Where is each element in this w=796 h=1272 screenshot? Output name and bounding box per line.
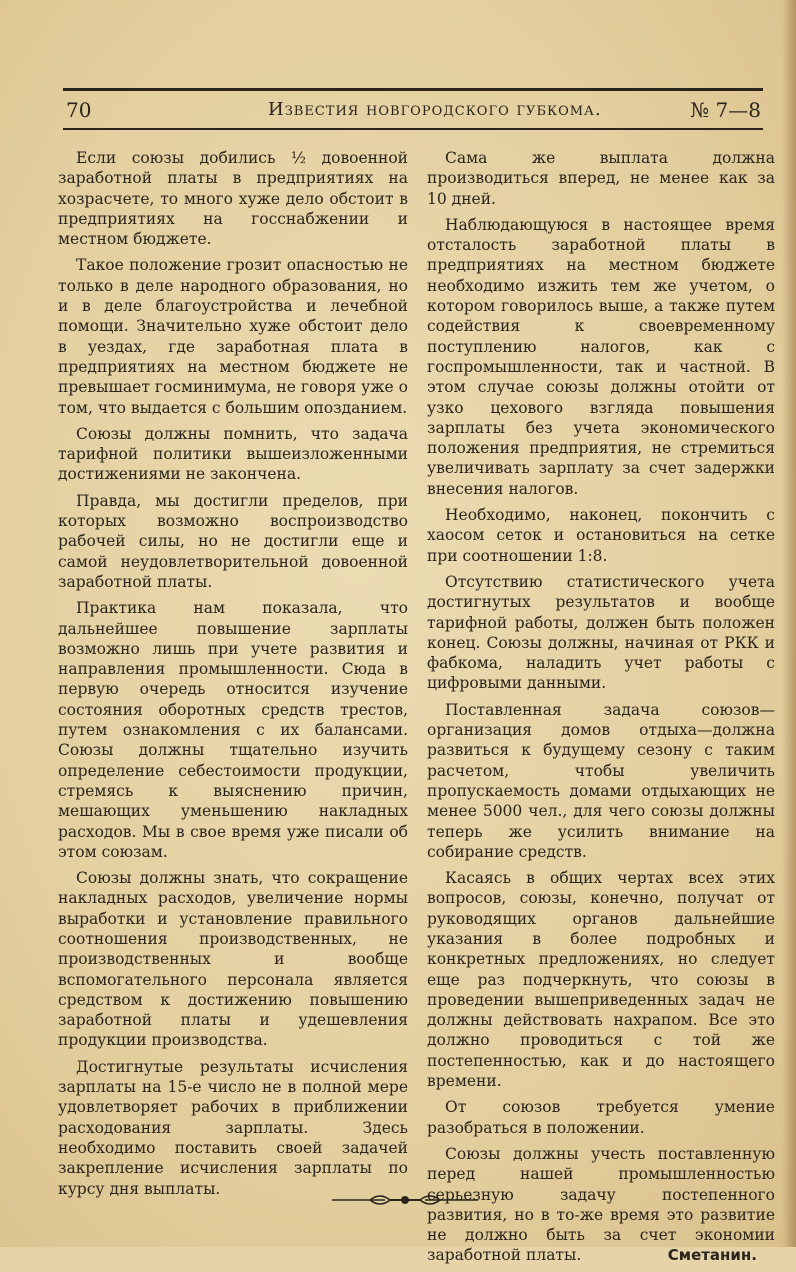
paragraph: Такое положение грозит опасностью не только в деле народного образования, но и в деле благоустройства и лечебной помощи. Значительно хуже обстоит дело в уездах, где заработная плата в предприятиях на местном бюджете не превышает госминимума, не говоря уже о том, что выдается с большим опозданием. xyxy=(58,256,408,417)
header-rule-bottom xyxy=(63,128,763,130)
journal-title: Известия новгородского губкома. xyxy=(268,99,602,120)
header-rule-top xyxy=(63,88,763,91)
issue-number: № 7—8 xyxy=(690,98,761,122)
paragraph: Достигнутые результаты исчисления зарплаты на 15-е число не в полной мере удовлетворяет рабочих в приближении расходования зарплаты. Здесь необходимо поставить своей задачей закрепление исчисления зарплаты по курсу дня выплаты. xyxy=(58,1057,408,1198)
paragraph: Союзы должны знать, что сокращение накладных расходов, увеличение нормы выработки и установление правильного соотношения производственных, не производственных и вообще вспомогательного персонала является средством к достижению повышению заработной платы и удешевления продукции производства. xyxy=(58,869,408,1050)
paragraph: Наблюдающуюся в настоящее время отсталость заработной платы в предприятиях на местном бюджете необходимо изжить тем же учетом, о котором говорилось выше, а также путем содействия к своевременному поступлению налогов, как с госпромышленности, так и частной. В этом случае союзы должны отойти от узко цехового взгляда повышения зарплаты без учета экономического положения предприятия, не стремиться увеличивать зарплату за счет задержки внесения налогов. xyxy=(427,215,775,498)
paragraph: Отсутствию статистического учета достигнутых результатов и вообще тарифной работы, должен быть положен конец. Союзы должны, начиная от РКК и фабкома, наладить учет работы с цифровыми данными. xyxy=(427,572,775,693)
paragraph: Необходимо, наконец, покончить с хаосом сеток и остановиться на сетке при соотношении 1:8. xyxy=(427,506,775,565)
paragraph-text: Союзы должны учесть поставленную перед нашей промышленностью серьезную задачу постепенного развития, но в то-же время это развитие не должно быть за счет экономии заработной платы. xyxy=(427,1144,775,1265)
paragraph: Если союзы добились ½ довоенной заработной платы в предприятиях на хозрасчете, то много хуже дело обстоит в предприятиях на госснабжении и местном бюджете. xyxy=(58,149,408,249)
right-column xyxy=(427,148,775,1272)
paragraph: Союзы должны помнить, что задача тарифной политики вышеизложенными достижениями не закончена. xyxy=(58,424,408,484)
left-column xyxy=(58,148,408,1205)
paragraph: От союзов требуется умение разобраться в положении. xyxy=(427,1098,775,1137)
paragraph: Касаясь в общих чертах всех этих вопросов, союзы, конечно, получат от руководящих органов дальнейшие указания в более подробных и конкретных предложениях, но следует еще раз подчеркнуть, что союзы в проведении вышеприведенных задач не должны действовать нахрапом. Все это должно проводиться с той же постепенностью, как и до настоящего времени. xyxy=(427,869,775,1091)
paragraph: Практика нам показала, что дальнейшее повышение зарплаты возможно лишь при учете развития и направления промышленности. Сюда в первую очередь относится изучение состояния оборотных средств трестов, путем ознакомления с их балансами. Союзы должны тщательно изучить определение себестоимости продукции, стремясь к выяснению причин, мешающих уменьшению накладных расходов. Мы в свое время уже писали об этом союзам. xyxy=(58,599,408,861)
paragraph: Правда, мы достигли пределов, при которых возможно воспроизводство рабочей силы, но не достигли еще и самой неудовлетворительной довоенной заработной платы. xyxy=(58,491,408,591)
page-header xyxy=(63,96,763,126)
author-signature: Сметанин. xyxy=(667,1246,757,1265)
paragraph: Сама же выплата должна производиться вперед, не менее как за 10 дней. xyxy=(427,149,775,208)
ornament-divider-icon xyxy=(330,1190,480,1210)
page-number: 70 xyxy=(66,98,92,122)
paragraph: Поставленная задача союзов—организация домов отдыха—должна развиться к будущему сезону с таким расчетом, чтобы увеличить пропускаемость домами отдыхающих не менее 5000 чел., для чего союзы должны теперь же усилить внимание на собирание средств. xyxy=(427,700,775,861)
page-edge-shadow xyxy=(782,0,796,1247)
